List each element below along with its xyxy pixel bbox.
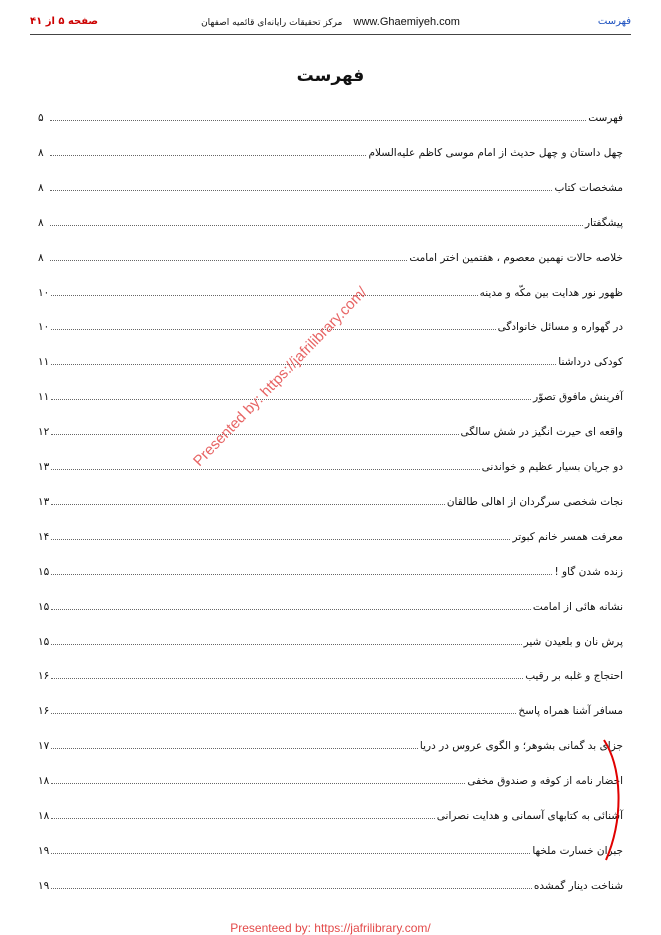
toc-entry-page[interactable]: ۱۱	[38, 391, 50, 404]
toc-entry-title[interactable]: کودکی درداشنا	[558, 356, 623, 369]
toc-entry[interactable]	[38, 839, 623, 857]
toc-entry-title[interactable]: چهل داستان و چهل حدیث از امام موسی کاظم علیه‌السلام	[368, 146, 623, 159]
toc-entry-title[interactable]: آفرینش مافوق تصوّر	[533, 391, 623, 404]
toc-entry-page[interactable]: ۱۹	[38, 879, 50, 892]
toc-entry[interactable]	[38, 420, 623, 438]
toc-dot-leader	[51, 329, 495, 330]
toc-dot-leader	[51, 574, 552, 575]
toc-dot-leader	[51, 295, 477, 296]
toc-entry-title[interactable]: احضار نامه از کوفه و صندوق مخفی	[467, 775, 623, 788]
toc-entry[interactable]	[38, 176, 623, 194]
toc-entry-page[interactable]: ۱۳	[38, 461, 50, 473]
toc-entry-page[interactable]: ۱۸	[38, 775, 50, 788]
toc-entry[interactable]	[38, 630, 623, 648]
toc-entry-title[interactable]: شناخت دینار گمشده	[533, 879, 623, 892]
toc-entry[interactable]	[38, 664, 623, 682]
page-header	[30, 14, 631, 34]
toc-dot-leader	[51, 504, 445, 505]
toc-dot-leader	[50, 260, 407, 261]
toc-entry-page[interactable]: ۱۸	[38, 810, 50, 822]
toc-entry[interactable]	[38, 106, 623, 124]
toc-entry[interactable]	[38, 874, 623, 892]
toc-entry-page[interactable]: ۱۵	[38, 635, 50, 648]
toc-entry-title[interactable]: جزای بد گمانی بشوهر؛ و الگوی عروس در دریا	[419, 740, 623, 753]
toc-dot-leader	[50, 190, 552, 191]
toc-entry-title[interactable]: مشخصات کتاب	[554, 181, 623, 194]
toc-entry-page[interactable]: ۵	[38, 112, 44, 124]
toc-entry-title[interactable]: آشنائی به کتابهای آسمانی و هدایت نصرانی	[436, 810, 623, 822]
toc-dot-leader	[51, 644, 521, 645]
toc-entry[interactable]	[38, 560, 623, 578]
toc-entry-title[interactable]: زنده شدن گاو !	[554, 565, 623, 578]
toc-entry-page[interactable]: ۱۳	[38, 495, 50, 508]
toc-dot-leader	[50, 120, 586, 121]
toc-dot-leader	[50, 225, 583, 226]
page-title: فهرست	[296, 66, 365, 86]
toc-entry[interactable]	[38, 734, 623, 752]
toc-entry-page[interactable]: ۱۶	[38, 670, 50, 683]
toc-dot-leader	[51, 783, 465, 784]
toc-entry[interactable]	[38, 350, 623, 368]
section-label[interactable]: فهرست	[597, 16, 631, 27]
toc-entry-page[interactable]: ۱۰	[38, 321, 50, 334]
toc-entry-title[interactable]: معرفت همسر خانم کبوتر	[512, 530, 623, 543]
toc-entry-page[interactable]: ۱۵	[38, 600, 50, 613]
organization-name: مرکز تحقیقات رایانه‌ای قائمیه اصفهان	[201, 18, 343, 28]
toc-entry[interactable]	[38, 525, 623, 543]
toc-entry-title[interactable]: خلاصه حالات نهمین معصوم ، هفتمین اختر امامت	[409, 251, 623, 264]
site-link[interactable]: www.Ghaemiyeh.com	[353, 16, 460, 28]
toc-dot-leader	[51, 888, 532, 889]
toc-entry[interactable]	[38, 385, 623, 403]
toc-entry-title[interactable]: نشانه هائی از امامت	[532, 600, 623, 613]
toc-dot-leader	[51, 818, 434, 819]
toc-entry-page[interactable]: ۸	[38, 251, 44, 264]
toc-dot-leader	[51, 399, 531, 400]
toc-entry[interactable]	[38, 490, 623, 508]
toc-entry-title[interactable]: در گهواره و مسائل خانوادگی	[497, 321, 623, 334]
toc-entry-page[interactable]: ۸	[38, 181, 44, 194]
page-number-label: صفحه ۵ از ۴۱	[30, 16, 99, 27]
toc-entry-page[interactable]: ۱۴	[38, 530, 50, 543]
toc-entry[interactable]	[38, 769, 623, 787]
toc-entry-page[interactable]: ۱۷	[38, 740, 50, 753]
toc-dot-leader	[51, 539, 510, 540]
watermark: Presented by: https://jafrilibrary.com/	[190, 283, 371, 470]
toc-entry-title[interactable]: نجات شخصی سرگردان از اهالی طالقان	[446, 495, 623, 508]
toc-dot-leader	[51, 713, 516, 714]
toc-entry-page[interactable]: ۱۲	[38, 426, 50, 439]
toc-entry-page[interactable]: ۱۵	[38, 565, 50, 578]
toc-entry[interactable]	[38, 141, 623, 159]
toc-entry-page[interactable]: ۱۶	[38, 705, 50, 718]
toc-entry-title[interactable]: دو جریان بسیار عظیم و خواندنی	[481, 461, 623, 473]
toc-dot-leader	[51, 434, 458, 435]
toc-entry-page[interactable]: ۸	[38, 216, 44, 229]
footer-credit[interactable]: Presenteed by: https://jafrilibrary.com/	[230, 921, 431, 935]
toc-entry[interactable]	[38, 699, 623, 717]
toc-dot-leader	[50, 155, 366, 156]
toc-entry-title[interactable]: فهرست	[588, 112, 623, 124]
toc-entry[interactable]	[38, 246, 623, 264]
toc-entry-title[interactable]: جبران خسارت ملخها	[532, 844, 623, 857]
toc-entry-title[interactable]: ظهور نور هدایت بین مکّه و مدینه	[479, 286, 623, 299]
toc-dot-leader	[51, 853, 530, 854]
toc-entry-title[interactable]: پرش نان و بلعیدن شیر	[523, 635, 623, 648]
toc-entry-page[interactable]: ۱۱	[38, 356, 50, 369]
toc-entry-title[interactable]: احتجاج و غلبه بر رقیب	[525, 670, 623, 683]
toc-entry-page[interactable]: ۱۰	[38, 286, 50, 299]
toc-dot-leader	[51, 469, 479, 470]
toc-entry-title[interactable]: واقعه ای حیرت انگیز در شش سالگی	[460, 426, 623, 439]
toc-dot-leader	[51, 748, 418, 749]
toc-dot-leader	[51, 609, 531, 610]
toc-entry[interactable]	[38, 281, 623, 299]
toc-entry-page[interactable]: ۸	[38, 146, 44, 159]
toc-entry-page[interactable]: ۱۹	[38, 844, 50, 857]
toc-entry-title[interactable]: پیشگفتار	[584, 216, 623, 229]
toc-entry[interactable]	[38, 455, 623, 473]
red-bracket-mark	[598, 738, 628, 864]
header-center	[30, 16, 631, 28]
header-divider	[30, 34, 631, 35]
toc-entry[interactable]	[38, 804, 623, 822]
toc-entry[interactable]	[38, 595, 623, 613]
toc-entry-title[interactable]: مسافر آشنا همراه پاسخ	[518, 705, 623, 718]
toc-entry[interactable]	[38, 211, 623, 229]
toc-dot-leader	[51, 678, 523, 679]
